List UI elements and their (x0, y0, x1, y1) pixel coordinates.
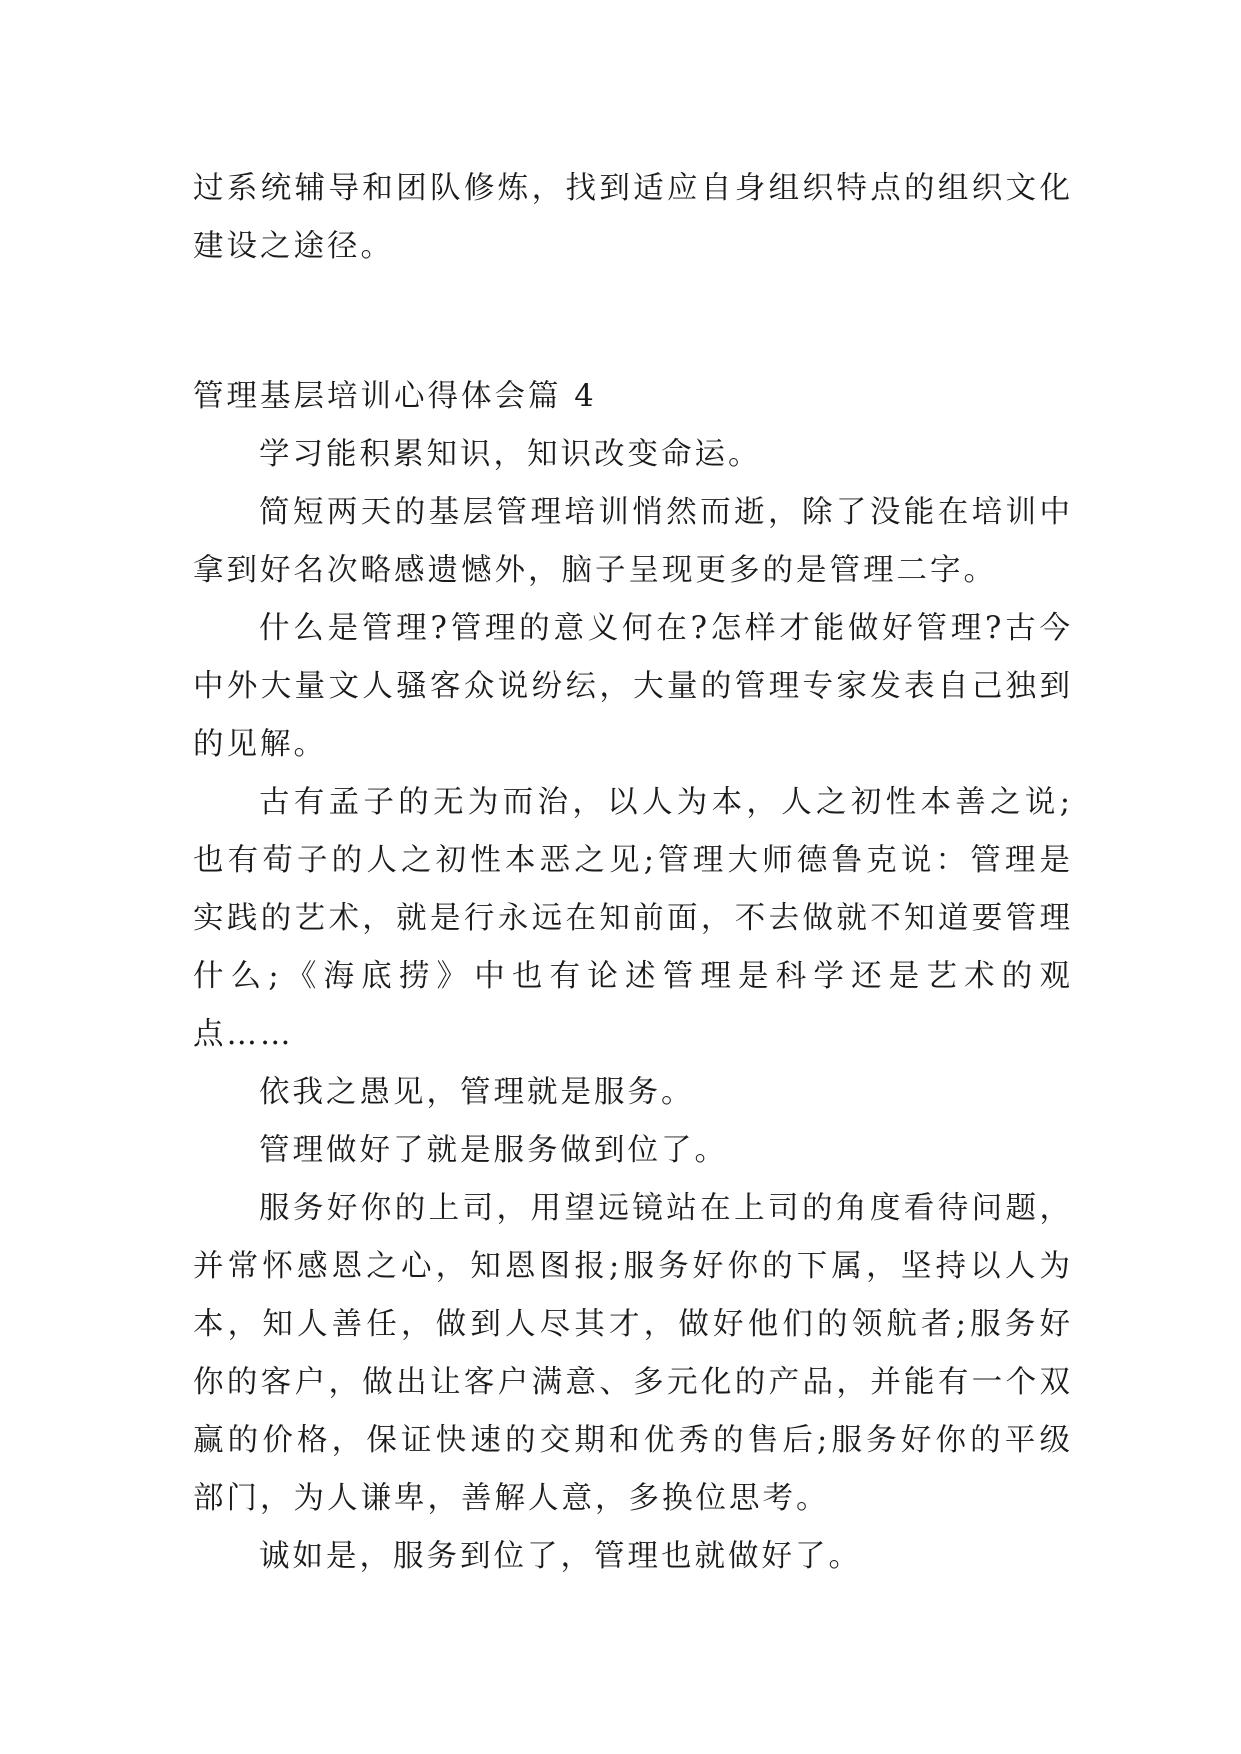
section-title: 管理基层培训心得体会篇 4 (193, 379, 597, 414)
section-spacer (193, 276, 1073, 368)
paragraph-7: 服务好你的上司，用望远镜站在上司的角度看待问题，并常怀感恩之心，知恩图报;服务好你的下属，坚持以人为本，知人善任，做到人尽其才，做好他们的领航者;服务好你的客户，做出让客户满意、多元化的产品，并能有一个双赢的价格，保证快速的交期和优秀的售后;服务好你的平级部门，为人谦卑，善解人意，多换位思考。 (193, 1191, 1073, 1516)
paragraph-3: 什么是管理?管理的意义何在?怎样才能做好管理?古今中外大量文人骚客众说纷纭，大量的管理专家发表自己独到的见解。 (193, 611, 1073, 762)
paragraph-6: 管理做好了就是服务做到位了。 (259, 1133, 728, 1168)
paragraph-2: 简短两天的基层管理培训悄然而逝，除了没能在培训中拿到好名次略感遗憾外，脑子呈现更多的是管理二字。 (193, 495, 1073, 588)
paragraph-8: 诚如是，服务到位了，管理也就做好了。 (259, 1539, 862, 1574)
paragraph-4: 古有孟子的无为而治，以人为本，人之初性本善之说;也有荀子的人之初性本恶之见;管理大师德鲁克说：管理是实践的艺术，就是行永远在知前面，不去做就不知道要管理什么;《海底捞》中也有论述管理是科学还是艺术的观点…… (193, 785, 1073, 1052)
paragraph-1: 学习能积累知识，知识改变命运。 (259, 437, 762, 472)
paragraph-5: 依我之愚见，管理就是服务。 (259, 1075, 695, 1110)
document-body (193, 160, 1073, 1586)
intro-paragraph: 过系统辅导和团队修炼，找到适应自身组织特点的组织文化建设之途径。 (193, 171, 1073, 264)
